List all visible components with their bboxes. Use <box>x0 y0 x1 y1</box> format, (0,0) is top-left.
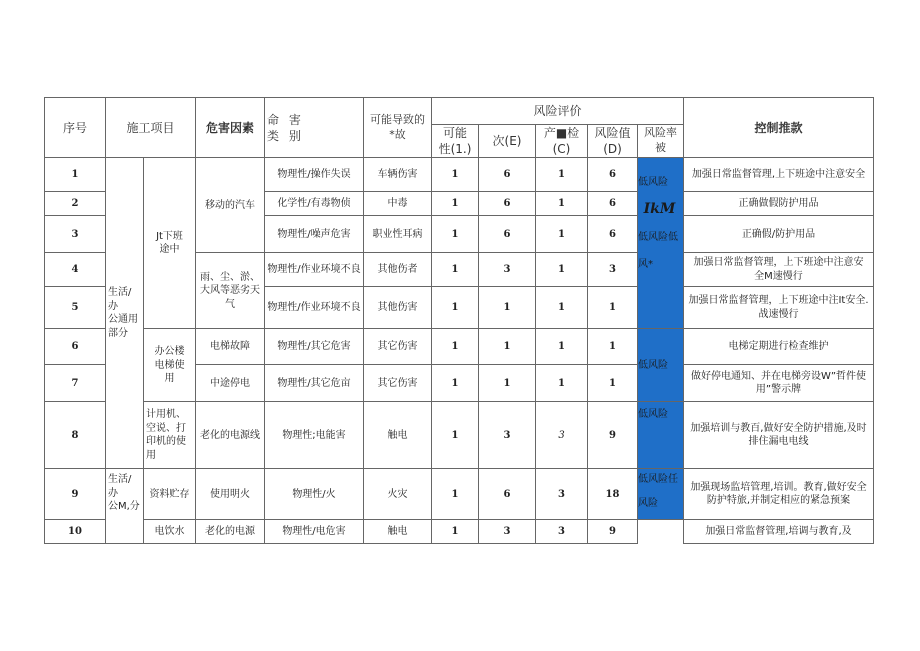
value-D: 6 <box>588 158 638 192</box>
value-L: 1 <box>432 402 479 469</box>
row-number: 2 <box>45 192 106 216</box>
table-row <box>45 329 874 365</box>
header-level: 风险率 被 <box>638 125 684 158</box>
harm-type: 物理性/噪声危害 <box>265 216 364 253</box>
hazard-label: 老化的电源 <box>196 520 265 544</box>
value-C: 1 <box>536 365 588 402</box>
header-seq: 序号 <box>45 98 106 158</box>
row-number: 10 <box>45 520 106 544</box>
control-measure: 电梯定期进行检查维护 <box>684 329 874 365</box>
row-number: 4 <box>45 253 106 287</box>
hazard-label: 移动的汽车 <box>196 158 265 253</box>
value-L: 1 <box>432 287 479 329</box>
group-label: 生活/办 公M,分 <box>106 469 144 544</box>
header-control: 控制推款 <box>684 98 874 158</box>
row-number: 1 <box>45 158 106 192</box>
harm-type: 物理性/火 <box>265 469 364 520</box>
accident: 触电 <box>364 402 432 469</box>
header-accident: 可能导致的 *故 <box>364 98 432 158</box>
header-risk-eval: 风险评价 <box>432 98 684 125</box>
value-D: 9 <box>588 520 638 544</box>
hazard-label: 使用明火 <box>196 469 265 520</box>
accident: 车辆伤害 <box>364 158 432 192</box>
control-measure: 加强日常监督管理，上下班途中注意安 全M速慢行 <box>684 253 874 287</box>
value-D: 1 <box>588 329 638 365</box>
header-project: 施工项目 <box>106 98 196 158</box>
value-C: 1 <box>536 329 588 365</box>
control-measure: 加强日常监督管理，上下班途中注It安全. 战速慢行 <box>684 287 874 329</box>
value-E: 6 <box>479 158 536 192</box>
harm-type: 物理性/其它危害 <box>265 329 364 365</box>
project-label: Jt下班 途中 <box>144 158 196 329</box>
hazard-label: 电梯故障 <box>196 329 265 365</box>
table-row <box>45 158 874 192</box>
risk-level: 低风险任 <box>638 474 678 486</box>
accident: 其它伤害 <box>364 365 432 402</box>
control-measure: 加强日常监督管理,培调与教育,及 <box>684 520 874 544</box>
value-C: 3 <box>536 469 588 520</box>
risk-assessment-sheet <box>44 97 874 544</box>
project-label: 办公楼 电梯使 用 <box>144 329 196 402</box>
value-E: 1 <box>479 287 536 329</box>
header-C: 产■检 (C) <box>536 125 588 158</box>
value-E: 6 <box>479 469 536 520</box>
value-D: 1 <box>588 365 638 402</box>
table-row <box>45 520 874 544</box>
control-measure: 做好停电通知、并在电梯旁设W”哲件使用”警示牌 <box>684 365 874 402</box>
risk-level-cell <box>638 520 684 544</box>
value-C: 1 <box>536 216 588 253</box>
row-number: 9 <box>45 469 106 520</box>
control-measure: 加强现场监培管理,培训。教育,做好安全 防护特旅,并制定相应的紧急预案 <box>684 469 874 520</box>
harm-type: 物理性;电能害 <box>265 402 364 469</box>
value-D: 1 <box>588 287 638 329</box>
risk-level: 低风险 <box>638 177 668 189</box>
value-L: 1 <box>432 365 479 402</box>
harm-type: 物理性/作业环境不良 <box>265 253 364 287</box>
value-L: 1 <box>432 253 479 287</box>
control-measure: 加强日常监督管理,上下班途中注意安全 <box>684 158 874 192</box>
value-C: 3 <box>536 402 588 469</box>
accident: 火灾 <box>364 469 432 520</box>
header-E: 次(E) <box>479 125 536 158</box>
row-number: 3 <box>45 216 106 253</box>
value-D: 9 <box>588 402 638 469</box>
risk-table <box>44 97 874 544</box>
table-row <box>45 469 874 520</box>
value-C: 1 <box>536 192 588 216</box>
group-label: 生活/办 公通用 部分 <box>106 158 144 469</box>
control-measure: 正确假/防护用品 <box>684 216 874 253</box>
control-measure: 加强培训与教百,做好安全防护措施,及时 排住漏电电线 <box>684 402 874 469</box>
harm-type: 物理性/电危害 <box>265 520 364 544</box>
header-D: 风险值 (D) <box>588 125 638 158</box>
risk-level: IkM <box>643 200 676 217</box>
project-label: 资料贮存 <box>144 469 196 520</box>
hazard-label: 中途停电 <box>196 365 265 402</box>
harm-type: 化学性/有毒物侦 <box>265 192 364 216</box>
value-E: 6 <box>479 216 536 253</box>
risk-level: 低风险 <box>638 409 668 421</box>
row-number: 6 <box>45 329 106 365</box>
risk-level-cell <box>638 402 684 469</box>
value-E: 6 <box>479 192 536 216</box>
risk-level: 低风险低 <box>638 231 678 243</box>
risk-level: 低风险 <box>638 359 668 371</box>
value-D: 18 <box>588 469 638 520</box>
risk-level-cell <box>638 158 684 329</box>
accident: 中毒 <box>364 192 432 216</box>
value-E: 3 <box>479 520 536 544</box>
row-number: 7 <box>45 365 106 402</box>
row-number: 8 <box>45 402 106 469</box>
value-L: 1 <box>432 469 479 520</box>
value-E: 3 <box>479 253 536 287</box>
risk-level-cell <box>638 469 684 520</box>
header-harm-type: 命 害 类 别 <box>265 98 364 158</box>
value-D: 3 <box>588 253 638 287</box>
value-C: 1 <box>536 158 588 192</box>
risk-level: 风* <box>638 259 653 271</box>
value-C: 1 <box>536 287 588 329</box>
row-number: 5 <box>45 287 106 329</box>
project-label: 计用机、 空说、打 印机的使用 <box>144 402 196 469</box>
hazard-label: 雨、尘、淤、 大风等恶劣天 气 <box>196 253 265 329</box>
value-D: 6 <box>588 192 638 216</box>
accident: 触电 <box>364 520 432 544</box>
accident: 其他伤害 <box>364 287 432 329</box>
value-D: 6 <box>588 216 638 253</box>
value-E: 1 <box>479 329 536 365</box>
value-E: 3 <box>479 402 536 469</box>
harm-type: 物理性/其它危亩 <box>265 365 364 402</box>
project-label: 电饮水 <box>144 520 196 544</box>
hazard-label: 老化的电源线 <box>196 402 265 469</box>
value-C: 3 <box>536 520 588 544</box>
control-measure: 正确做假防护用品 <box>684 192 874 216</box>
header-L: 可能 性(1.) <box>432 125 479 158</box>
header-hazard: 危害因素 <box>196 98 265 158</box>
accident: 其他伤者 <box>364 253 432 287</box>
value-L: 1 <box>432 216 479 253</box>
value-C: 1 <box>536 253 588 287</box>
table-row <box>45 402 874 469</box>
value-E: 1 <box>479 365 536 402</box>
accident: 其它伤害 <box>364 329 432 365</box>
risk-level-cell <box>638 329 684 402</box>
value-L: 1 <box>432 192 479 216</box>
accident: 职业性耳病 <box>364 216 432 253</box>
value-L: 1 <box>432 158 479 192</box>
value-L: 1 <box>432 520 479 544</box>
harm-type: 物理性/作业环境不良 <box>265 287 364 329</box>
harm-type: 物理性/操作失误 <box>265 158 364 192</box>
value-L: 1 <box>432 329 479 365</box>
risk-level: 风险 <box>638 497 658 509</box>
